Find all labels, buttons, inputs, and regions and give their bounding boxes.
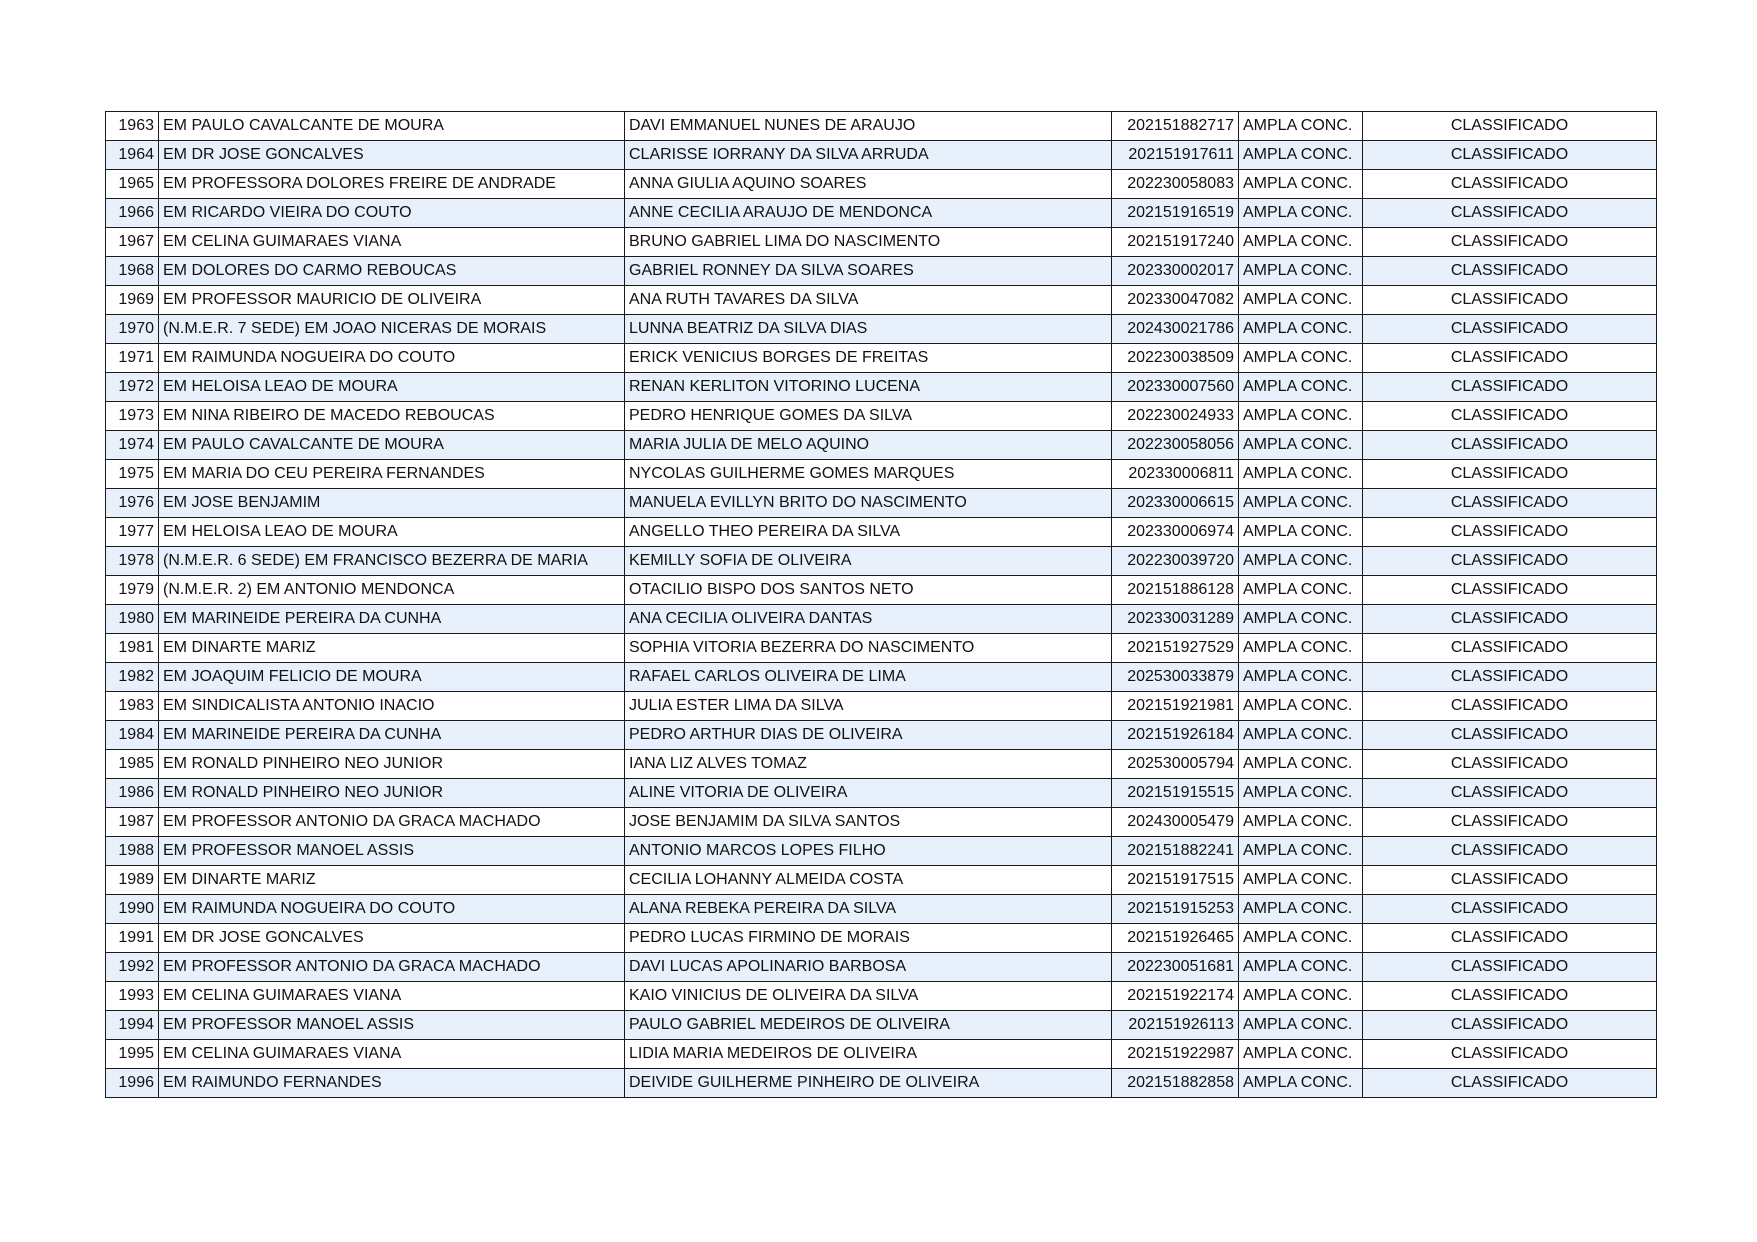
school-name-cell: EM MARIA DO CEU PEREIRA FERNANDES	[159, 460, 625, 489]
student-name-cell: RENAN KERLITON VITORINO LUCENA	[625, 373, 1112, 402]
results-sheet	[105, 111, 1656, 1098]
row-number-cell: 1978	[106, 547, 159, 576]
category-cell: AMPLA CONC.	[1239, 228, 1363, 257]
registration-number-cell: 202330006811	[1112, 460, 1239, 489]
student-name-cell: PEDRO ARTHUR DIAS DE OLIVEIRA	[625, 721, 1112, 750]
table-row	[106, 605, 1657, 634]
row-number-cell: 1991	[106, 924, 159, 953]
registration-number-cell: 202530005794	[1112, 750, 1239, 779]
registration-number-cell: 202330006615	[1112, 489, 1239, 518]
school-name-cell: EM PROFESSORA DOLORES FREIRE DE ANDRADE	[159, 170, 625, 199]
student-name-cell: KEMILLY SOFIA DE OLIVEIRA	[625, 547, 1112, 576]
status-cell: CLASSIFICADO	[1363, 489, 1657, 518]
status-cell: CLASSIFICADO	[1363, 518, 1657, 547]
table-row	[106, 547, 1657, 576]
row-number-cell: 1967	[106, 228, 159, 257]
category-cell: AMPLA CONC.	[1239, 141, 1363, 170]
status-cell: CLASSIFICADO	[1363, 779, 1657, 808]
status-cell: CLASSIFICADO	[1363, 634, 1657, 663]
row-number-cell: 1969	[106, 286, 159, 315]
school-name-cell: EM PROFESSOR MANOEL ASSIS	[159, 1011, 625, 1040]
category-cell: AMPLA CONC.	[1239, 112, 1363, 141]
registration-number-cell: 202151926465	[1112, 924, 1239, 953]
student-name-cell: ANTONIO MARCOS LOPES FILHO	[625, 837, 1112, 866]
category-cell: AMPLA CONC.	[1239, 808, 1363, 837]
table-row	[106, 286, 1657, 315]
category-cell: AMPLA CONC.	[1239, 489, 1363, 518]
table-row	[106, 1011, 1657, 1040]
student-name-cell: ANGELLO THEO PEREIRA DA SILVA	[625, 518, 1112, 547]
school-name-cell: EM PAULO CAVALCANTE DE MOURA	[159, 112, 625, 141]
registration-number-cell: 202151927529	[1112, 634, 1239, 663]
category-cell: AMPLA CONC.	[1239, 1040, 1363, 1069]
category-cell: AMPLA CONC.	[1239, 924, 1363, 953]
category-cell: AMPLA CONC.	[1239, 982, 1363, 1011]
table-row	[106, 1069, 1657, 1098]
school-name-cell: (N.M.E.R. 7 SEDE) EM JOAO NICERAS DE MORAIS	[159, 315, 625, 344]
table-row	[106, 924, 1657, 953]
table-row	[106, 576, 1657, 605]
table-row	[106, 489, 1657, 518]
row-number-cell: 1973	[106, 402, 159, 431]
registration-number-cell: 202230051681	[1112, 953, 1239, 982]
registration-number-cell: 202330031289	[1112, 605, 1239, 634]
category-cell: AMPLA CONC.	[1239, 402, 1363, 431]
status-cell: CLASSIFICADO	[1363, 924, 1657, 953]
school-name-cell: EM JOSE BENJAMIM	[159, 489, 625, 518]
school-name-cell: EM RAIMUNDA NOGUEIRA DO COUTO	[159, 895, 625, 924]
category-cell: AMPLA CONC.	[1239, 895, 1363, 924]
student-name-cell: ANA CECILIA OLIVEIRA DANTAS	[625, 605, 1112, 634]
status-cell: CLASSIFICADO	[1363, 1011, 1657, 1040]
school-name-cell: EM PROFESSOR ANTONIO DA GRACA MACHADO	[159, 953, 625, 982]
status-cell: CLASSIFICADO	[1363, 199, 1657, 228]
table-row	[106, 721, 1657, 750]
registration-number-cell: 202151921981	[1112, 692, 1239, 721]
table-row	[106, 431, 1657, 460]
registration-number-cell: 202151917611	[1112, 141, 1239, 170]
row-number-cell: 1974	[106, 431, 159, 460]
school-name-cell: EM RICARDO VIEIRA DO COUTO	[159, 199, 625, 228]
category-cell: AMPLA CONC.	[1239, 547, 1363, 576]
status-cell: CLASSIFICADO	[1363, 605, 1657, 634]
student-name-cell: GABRIEL RONNEY DA SILVA SOARES	[625, 257, 1112, 286]
student-name-cell: ANNA GIULIA AQUINO SOARES	[625, 170, 1112, 199]
registration-number-cell: 202151922987	[1112, 1040, 1239, 1069]
status-cell: CLASSIFICADO	[1363, 692, 1657, 721]
table-row	[106, 837, 1657, 866]
category-cell: AMPLA CONC.	[1239, 199, 1363, 228]
student-name-cell: OTACILIO BISPO DOS SANTOS NETO	[625, 576, 1112, 605]
row-number-cell: 1985	[106, 750, 159, 779]
table-row	[106, 808, 1657, 837]
category-cell: AMPLA CONC.	[1239, 866, 1363, 895]
student-name-cell: NYCOLAS GUILHERME GOMES MARQUES	[625, 460, 1112, 489]
student-name-cell: SOPHIA VITORIA BEZERRA DO NASCIMENTO	[625, 634, 1112, 663]
table-row	[106, 344, 1657, 373]
row-number-cell: 1981	[106, 634, 159, 663]
status-cell: CLASSIFICADO	[1363, 402, 1657, 431]
row-number-cell: 1995	[106, 1040, 159, 1069]
status-cell: CLASSIFICADO	[1363, 460, 1657, 489]
registration-number-cell: 202330006974	[1112, 518, 1239, 547]
row-number-cell: 1989	[106, 866, 159, 895]
status-cell: CLASSIFICADO	[1363, 257, 1657, 286]
registration-number-cell: 202430005479	[1112, 808, 1239, 837]
row-number-cell: 1987	[106, 808, 159, 837]
row-number-cell: 1971	[106, 344, 159, 373]
table-row	[106, 228, 1657, 257]
status-cell: CLASSIFICADO	[1363, 315, 1657, 344]
registration-number-cell: 202230058083	[1112, 170, 1239, 199]
status-cell: CLASSIFICADO	[1363, 1069, 1657, 1098]
row-number-cell: 1972	[106, 373, 159, 402]
school-name-cell: EM DINARTE MARIZ	[159, 866, 625, 895]
table-row	[106, 866, 1657, 895]
table-row	[106, 257, 1657, 286]
student-name-cell: ERICK VENICIUS BORGES DE FREITAS	[625, 344, 1112, 373]
status-cell: CLASSIFICADO	[1363, 286, 1657, 315]
table-row	[106, 663, 1657, 692]
row-number-cell: 1963	[106, 112, 159, 141]
results-table	[105, 111, 1657, 1098]
row-number-cell: 1982	[106, 663, 159, 692]
table-row	[106, 634, 1657, 663]
table-row	[106, 692, 1657, 721]
status-cell: CLASSIFICADO	[1363, 112, 1657, 141]
school-name-cell: EM RONALD PINHEIRO NEO JUNIOR	[159, 779, 625, 808]
table-row	[106, 112, 1657, 141]
status-cell: CLASSIFICADO	[1363, 982, 1657, 1011]
table-row	[106, 402, 1657, 431]
school-name-cell: EM CELINA GUIMARAES VIANA	[159, 982, 625, 1011]
category-cell: AMPLA CONC.	[1239, 518, 1363, 547]
student-name-cell: ALINE VITORIA DE OLIVEIRA	[625, 779, 1112, 808]
row-number-cell: 1979	[106, 576, 159, 605]
row-number-cell: 1968	[106, 257, 159, 286]
registration-number-cell: 202151916519	[1112, 199, 1239, 228]
status-cell: CLASSIFICADO	[1363, 373, 1657, 402]
table-row	[106, 982, 1657, 1011]
category-cell: AMPLA CONC.	[1239, 373, 1363, 402]
registration-number-cell: 202230039720	[1112, 547, 1239, 576]
student-name-cell: BRUNO GABRIEL LIMA DO NASCIMENTO	[625, 228, 1112, 257]
table-row	[106, 895, 1657, 924]
student-name-cell: PEDRO HENRIQUE GOMES DA SILVA	[625, 402, 1112, 431]
school-name-cell: EM CELINA GUIMARAES VIANA	[159, 1040, 625, 1069]
school-name-cell: EM RAIMUNDO FERNANDES	[159, 1069, 625, 1098]
category-cell: AMPLA CONC.	[1239, 1069, 1363, 1098]
registration-number-cell: 202430021786	[1112, 315, 1239, 344]
student-name-cell: JULIA ESTER LIMA DA SILVA	[625, 692, 1112, 721]
row-number-cell: 1965	[106, 170, 159, 199]
student-name-cell: DEIVIDE GUILHERME PINHEIRO DE OLIVEIRA	[625, 1069, 1112, 1098]
school-name-cell: EM PROFESSOR MAURICIO DE OLIVEIRA	[159, 286, 625, 315]
student-name-cell: RAFAEL CARLOS OLIVEIRA DE LIMA	[625, 663, 1112, 692]
student-name-cell: MANUELA EVILLYN BRITO DO NASCIMENTO	[625, 489, 1112, 518]
results-table-body	[106, 112, 1657, 1098]
row-number-cell: 1977	[106, 518, 159, 547]
row-number-cell: 1970	[106, 315, 159, 344]
row-number-cell: 1966	[106, 199, 159, 228]
registration-number-cell: 202151882858	[1112, 1069, 1239, 1098]
student-name-cell: PAULO GABRIEL MEDEIROS DE OLIVEIRA	[625, 1011, 1112, 1040]
registration-number-cell: 202530033879	[1112, 663, 1239, 692]
category-cell: AMPLA CONC.	[1239, 576, 1363, 605]
table-row	[106, 518, 1657, 547]
table-row	[106, 750, 1657, 779]
school-name-cell: EM RONALD PINHEIRO NEO JUNIOR	[159, 750, 625, 779]
category-cell: AMPLA CONC.	[1239, 692, 1363, 721]
category-cell: AMPLA CONC.	[1239, 953, 1363, 982]
category-cell: AMPLA CONC.	[1239, 634, 1363, 663]
school-name-cell: EM SINDICALISTA ANTONIO INACIO	[159, 692, 625, 721]
school-name-cell: EM DINARTE MARIZ	[159, 634, 625, 663]
registration-number-cell: 202230058056	[1112, 431, 1239, 460]
status-cell: CLASSIFICADO	[1363, 866, 1657, 895]
status-cell: CLASSIFICADO	[1363, 344, 1657, 373]
row-number-cell: 1986	[106, 779, 159, 808]
category-cell: AMPLA CONC.	[1239, 344, 1363, 373]
school-name-cell: EM RAIMUNDA NOGUEIRA DO COUTO	[159, 344, 625, 373]
category-cell: AMPLA CONC.	[1239, 663, 1363, 692]
student-name-cell: ANA RUTH TAVARES DA SILVA	[625, 286, 1112, 315]
row-number-cell: 1992	[106, 953, 159, 982]
registration-number-cell: 202151882241	[1112, 837, 1239, 866]
row-number-cell: 1990	[106, 895, 159, 924]
category-cell: AMPLA CONC.	[1239, 257, 1363, 286]
school-name-cell: EM MARINEIDE PEREIRA DA CUNHA	[159, 721, 625, 750]
school-name-cell: EM JOAQUIM FELICIO DE MOURA	[159, 663, 625, 692]
student-name-cell: CECILIA LOHANNY ALMEIDA COSTA	[625, 866, 1112, 895]
school-name-cell: EM DR JOSE GONCALVES	[159, 141, 625, 170]
table-row	[106, 315, 1657, 344]
registration-number-cell: 202330047082	[1112, 286, 1239, 315]
category-cell: AMPLA CONC.	[1239, 170, 1363, 199]
school-name-cell: EM DR JOSE GONCALVES	[159, 924, 625, 953]
category-cell: AMPLA CONC.	[1239, 315, 1363, 344]
status-cell: CLASSIFICADO	[1363, 808, 1657, 837]
registration-number-cell: 202151917240	[1112, 228, 1239, 257]
table-row	[106, 170, 1657, 199]
status-cell: CLASSIFICADO	[1363, 895, 1657, 924]
student-name-cell: DAVI EMMANUEL NUNES DE ARAUJO	[625, 112, 1112, 141]
school-name-cell: EM MARINEIDE PEREIRA DA CUNHA	[159, 605, 625, 634]
table-row	[106, 1040, 1657, 1069]
status-cell: CLASSIFICADO	[1363, 141, 1657, 170]
school-name-cell: EM CELINA GUIMARAES VIANA	[159, 228, 625, 257]
school-name-cell: EM DOLORES DO CARMO REBOUCAS	[159, 257, 625, 286]
table-row	[106, 953, 1657, 982]
row-number-cell: 1988	[106, 837, 159, 866]
row-number-cell: 1964	[106, 141, 159, 170]
category-cell: AMPLA CONC.	[1239, 837, 1363, 866]
row-number-cell: 1984	[106, 721, 159, 750]
school-name-cell: EM HELOISA LEAO DE MOURA	[159, 518, 625, 547]
school-name-cell: (N.M.E.R. 6 SEDE) EM FRANCISCO BEZERRA DE MARIA	[159, 547, 625, 576]
student-name-cell: LUNNA BEATRIZ DA SILVA DIAS	[625, 315, 1112, 344]
row-number-cell: 1996	[106, 1069, 159, 1098]
category-cell: AMPLA CONC.	[1239, 779, 1363, 808]
category-cell: AMPLA CONC.	[1239, 431, 1363, 460]
status-cell: CLASSIFICADO	[1363, 170, 1657, 199]
table-row	[106, 460, 1657, 489]
status-cell: CLASSIFICADO	[1363, 721, 1657, 750]
registration-number-cell: 202330007560	[1112, 373, 1239, 402]
student-name-cell: IANA LIZ ALVES TOMAZ	[625, 750, 1112, 779]
status-cell: CLASSIFICADO	[1363, 750, 1657, 779]
row-number-cell: 1976	[106, 489, 159, 518]
category-cell: AMPLA CONC.	[1239, 460, 1363, 489]
table-row	[106, 141, 1657, 170]
category-cell: AMPLA CONC.	[1239, 721, 1363, 750]
student-name-cell: DAVI LUCAS APOLINARIO BARBOSA	[625, 953, 1112, 982]
status-cell: CLASSIFICADO	[1363, 1040, 1657, 1069]
student-name-cell: ANNE CECILIA ARAUJO DE MENDONCA	[625, 199, 1112, 228]
status-cell: CLASSIFICADO	[1363, 837, 1657, 866]
school-name-cell: EM PROFESSOR ANTONIO DA GRACA MACHADO	[159, 808, 625, 837]
student-name-cell: ALANA REBEKA PEREIRA DA SILVA	[625, 895, 1112, 924]
row-number-cell: 1994	[106, 1011, 159, 1040]
row-number-cell: 1983	[106, 692, 159, 721]
registration-number-cell: 202151886128	[1112, 576, 1239, 605]
student-name-cell: PEDRO LUCAS FIRMINO DE MORAIS	[625, 924, 1112, 953]
status-cell: CLASSIFICADO	[1363, 547, 1657, 576]
row-number-cell: 1980	[106, 605, 159, 634]
student-name-cell: LIDIA MARIA MEDEIROS DE OLIVEIRA	[625, 1040, 1112, 1069]
registration-number-cell: 202151915253	[1112, 895, 1239, 924]
registration-number-cell: 202151926113	[1112, 1011, 1239, 1040]
table-row	[106, 373, 1657, 402]
status-cell: CLASSIFICADO	[1363, 431, 1657, 460]
category-cell: AMPLA CONC.	[1239, 1011, 1363, 1040]
registration-number-cell: 202151917515	[1112, 866, 1239, 895]
registration-number-cell: 202230038509	[1112, 344, 1239, 373]
registration-number-cell: 202230024933	[1112, 402, 1239, 431]
registration-number-cell: 202151926184	[1112, 721, 1239, 750]
status-cell: CLASSIFICADO	[1363, 953, 1657, 982]
school-name-cell: EM NINA RIBEIRO DE MACEDO REBOUCAS	[159, 402, 625, 431]
row-number-cell: 1993	[106, 982, 159, 1011]
table-row	[106, 199, 1657, 228]
student-name-cell: JOSE BENJAMIM DA SILVA SANTOS	[625, 808, 1112, 837]
status-cell: CLASSIFICADO	[1363, 663, 1657, 692]
school-name-cell: EM PAULO CAVALCANTE DE MOURA	[159, 431, 625, 460]
registration-number-cell: 202151882717	[1112, 112, 1239, 141]
school-name-cell: EM HELOISA LEAO DE MOURA	[159, 373, 625, 402]
category-cell: AMPLA CONC.	[1239, 605, 1363, 634]
row-number-cell: 1975	[106, 460, 159, 489]
student-name-cell: MARIA JULIA DE MELO AQUINO	[625, 431, 1112, 460]
status-cell: CLASSIFICADO	[1363, 228, 1657, 257]
school-name-cell: (N.M.E.R. 2) EM ANTONIO MENDONCA	[159, 576, 625, 605]
student-name-cell: KAIO VINICIUS DE OLIVEIRA DA SILVA	[625, 982, 1112, 1011]
registration-number-cell: 202151915515	[1112, 779, 1239, 808]
status-cell: CLASSIFICADO	[1363, 576, 1657, 605]
student-name-cell: CLARISSE IORRANY DA SILVA ARRUDA	[625, 141, 1112, 170]
school-name-cell: EM PROFESSOR MANOEL ASSIS	[159, 837, 625, 866]
category-cell: AMPLA CONC.	[1239, 750, 1363, 779]
category-cell: AMPLA CONC.	[1239, 286, 1363, 315]
table-row	[106, 779, 1657, 808]
registration-number-cell: 202330002017	[1112, 257, 1239, 286]
registration-number-cell: 202151922174	[1112, 982, 1239, 1011]
